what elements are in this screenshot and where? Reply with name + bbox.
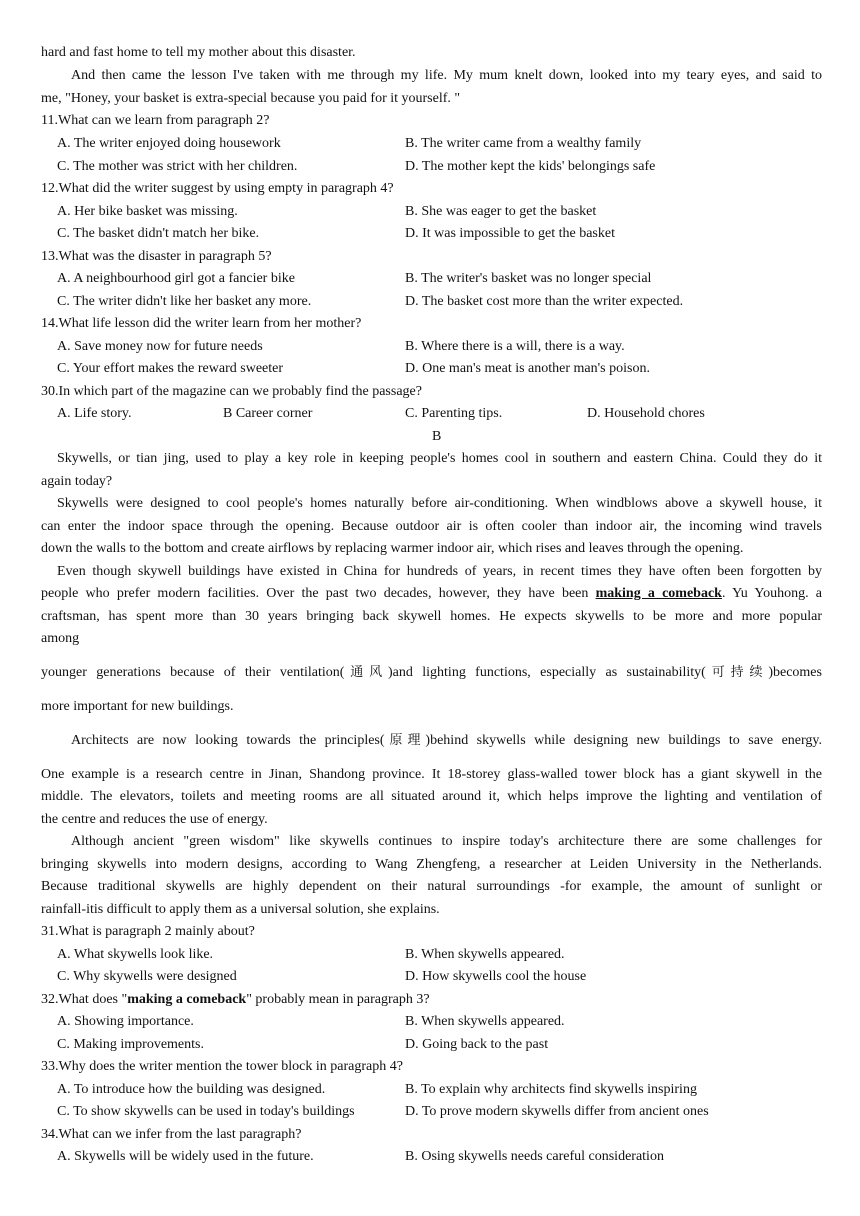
question-32: 32.What does "making a comeback" probably mean in paragraph 3? [41, 992, 430, 1007]
p3-line1: Even though skywell buildings have existed in China for hundreds of years, in recent times they have often been forgotten by [57, 564, 822, 579]
p4-line1: Architects are now looking towards the principles(原理)behind skywells while designing new buildings to save energy. [71, 733, 822, 748]
p3-line5: younger generations because of their ventilation(通风)and lighting functions, especially as sustainability(可持续)becomes [41, 665, 822, 680]
section-b-heading: B [432, 429, 442, 444]
chinese-gloss-sustainability: 可持续 [705, 665, 769, 680]
p4-line2: One example is a research centre in Jinan, Shandong province. It 18-storey glass-walled tower block has a giant skywell in the [41, 767, 822, 782]
p3-line6: more important for new buildings. [41, 699, 234, 714]
p5-line2: bringing skywells into modern designs, according to Wang Zhengfeng, a researcher at Leiden University in the Netherlands. [41, 857, 822, 872]
q11-option-d[interactable]: D. The mother kept the kids' belongings safe [405, 159, 656, 174]
q34-option-b[interactable]: B. Osing skywells needs careful consideration [405, 1149, 664, 1164]
chinese-gloss-principles: 原理 [384, 733, 426, 748]
p3-line2 [41, 584, 822, 604]
p4-line4: the centre and reduces the use of energy. [41, 812, 268, 827]
q33-option-a[interactable]: A. To introduce how the building was designed. [57, 1082, 326, 1097]
p3-line2-end: . Yu Youhong. a [721, 586, 822, 601]
p5-line4: rainfall-itis difficult to apply them as a universal solution, she explains. [41, 902, 440, 917]
q30-option-b[interactable]: B Career corner [223, 406, 313, 421]
making-a-comeback-highlight: making a comeback [595, 586, 722, 601]
q12-option-b[interactable]: B. She was eager to get the basket [405, 204, 597, 219]
q14-option-a[interactable]: A. Save money now for future needs [57, 339, 263, 354]
q32-option-c[interactable]: C. Making improvements. [57, 1037, 204, 1052]
q12-option-d[interactable]: D. It was impossible to get the basket [405, 226, 615, 241]
q11-option-b[interactable]: B. The writer came from a wealthy family [405, 136, 642, 151]
q30-option-c[interactable]: C. Parenting tips. [405, 406, 503, 421]
q11-option-a[interactable]: A. The writer enjoyed doing housework [57, 136, 281, 151]
q33-option-c[interactable]: C. To show skywells can be used in today's buildings [57, 1104, 355, 1119]
p3-line3: craftsman, has spent more than 30 years bringing back skywell homes. He expects skywells to be more and more popular [41, 609, 822, 624]
q31-option-d[interactable]: D. How skywells cool the house [405, 969, 587, 984]
question-30: 30.In which part of the magazine can we probably find the passage? [41, 384, 422, 399]
p2-line3: down the walls to the bottom and create airflows by replacing warmer indoor air, which rises and leaves through the opening. [41, 541, 744, 556]
chinese-gloss-ventilation: 通风 [344, 665, 389, 680]
question-12: 12.What did the writer suggest by using empty in paragraph 4? [41, 181, 394, 196]
question-11: 11.What can we learn from paragraph 2? [41, 113, 270, 128]
q13-option-a[interactable]: A. A neighbourhood girl got a fancier bike [57, 271, 295, 286]
q12-option-c[interactable]: C. The basket didn't match her bike. [57, 226, 260, 241]
p5-line3: Because traditional skywells are highly dependent on their natural surroundings -for example, the amount of sunlight or [41, 879, 822, 894]
q14-option-b[interactable]: B. Where there is a will, there is a way. [405, 339, 625, 354]
passage-a-final-para-line1: And then came the lesson I've taken with me through my life. My mum knelt down, looked into my teary eyes, and said to [71, 68, 822, 83]
q31-option-c[interactable]: C. Why skywells were designed [57, 969, 237, 984]
q30-option-d[interactable]: D. Household chores [587, 406, 705, 421]
q13-option-c[interactable]: C. The writer didn't like her basket any more. [57, 294, 312, 309]
q33-option-b[interactable]: B. To explain why architects find skywells inspiring [405, 1082, 697, 1097]
q32-option-d[interactable]: D. Going back to the past [405, 1037, 549, 1052]
q12-option-a[interactable]: A. Her bike basket was missing. [57, 204, 238, 219]
q30-option-a[interactable]: A. Life story. [57, 406, 132, 421]
p1-line1: Skywells, or tian jing, used to play a key role in keeping people's homes cool in southern and eastern China. Could they do it [57, 451, 822, 466]
q14-option-d[interactable]: D. One man's meat is another man's poison. [405, 361, 650, 376]
q34-option-a[interactable]: A. Skywells will be widely used in the future. [57, 1149, 314, 1164]
p2-line1: Skywells were designed to cool people's homes naturally before air-conditioning. When windblows above a skywell house, it [57, 496, 822, 511]
q14-option-c[interactable]: C. Your effort makes the reward sweeter [57, 361, 284, 376]
q32-option-a[interactable]: A. Showing importance. [57, 1014, 194, 1029]
passage-a-closing-line: hard and fast home to tell my mother about this disaster. [41, 45, 356, 60]
question-34: 34.What can we infer from the last paragraph? [41, 1127, 302, 1142]
question-33: 33.Why does the writer mention the tower block in paragraph 4? [41, 1059, 403, 1074]
q13-option-d[interactable]: D. The basket cost more than the writer expected. [405, 294, 684, 309]
question-14: 14.What life lesson did the writer learn from her mother? [41, 316, 362, 331]
question-13: 13.What was the disaster in paragraph 5? [41, 249, 272, 264]
q32-option-b[interactable]: B. When skywells appeared. [405, 1014, 565, 1029]
p1-line2: again today? [41, 474, 113, 489]
q31-option-b[interactable]: B. When skywells appeared. [405, 947, 565, 962]
q31-option-a[interactable]: A. What skywells look like. [57, 947, 214, 962]
p2-line2: can enter the indoor space through the opening. Because outdoor air is often cooler than indoor air, the incoming wind travels [41, 519, 822, 534]
p3-line4: among [41, 631, 80, 646]
p3-line2-start: people who prefer modern facilities. Over the past two decades, however, they have been [41, 586, 596, 601]
question-31: 31.What is paragraph 2 mainly about? [41, 924, 255, 939]
p5-line1: Although ancient "green wisdom" like skywells continues to inspire today's architecture there are some challenges for [71, 834, 822, 849]
p4-line3: middle. The elevators, toilets and meeting rooms are all situated around it, which helps improve the lighting and ventilation of [41, 789, 822, 804]
q11-option-c[interactable]: C. The mother was strict with her children. [57, 159, 298, 174]
passage-a-final-para-line2: me, "Honey, your basket is extra-special because you paid for it yourself. " [41, 91, 461, 106]
q13-option-b[interactable]: B. The writer's basket was no longer special [405, 271, 652, 286]
q33-option-d[interactable]: D. To prove modern skywells differ from ancient ones [405, 1104, 709, 1119]
